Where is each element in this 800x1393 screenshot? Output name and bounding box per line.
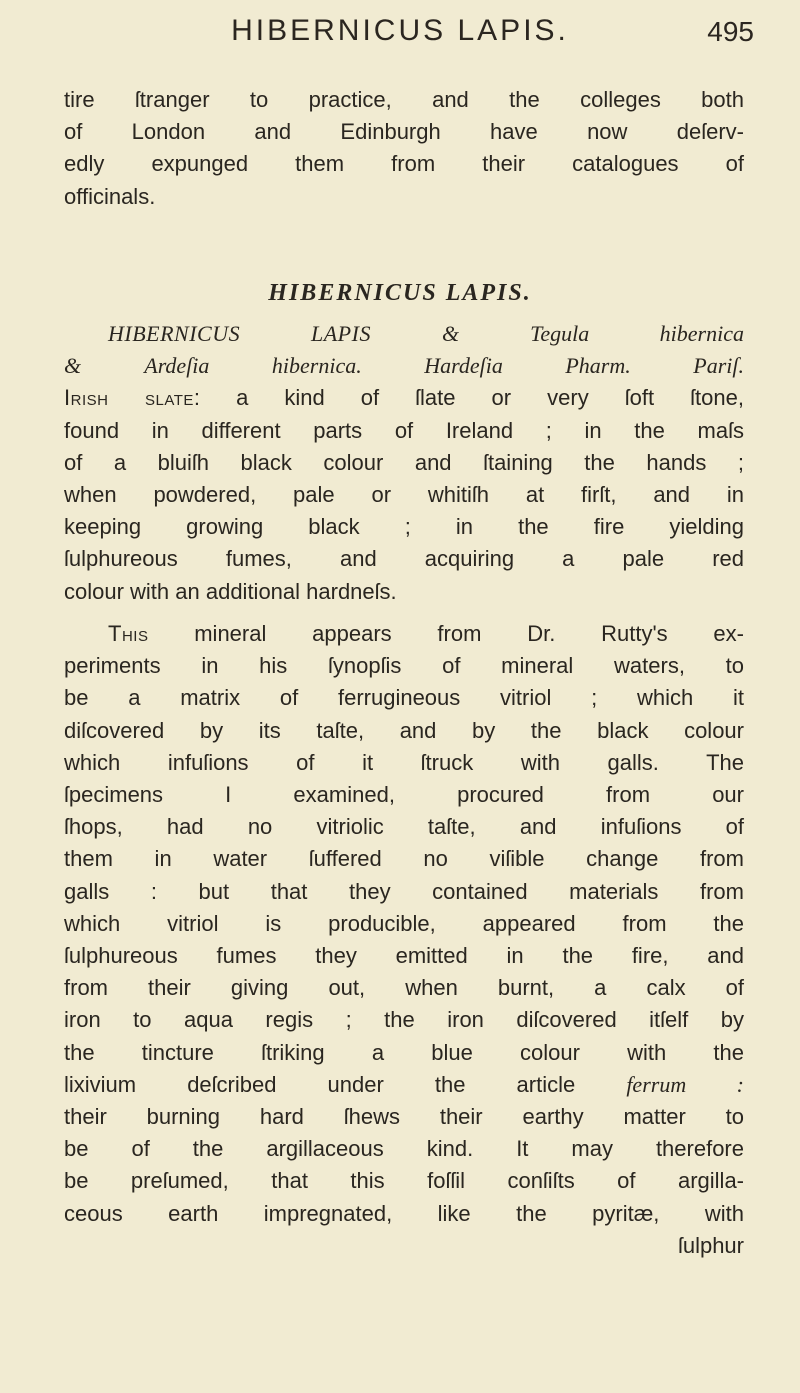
text-line: the tincture ſtriking a blue colour with the — [64, 1039, 744, 1065]
article-reference: ferrum : — [626, 1071, 744, 1097]
text-fragment: lixivium deſcribed under the article — [64, 1071, 576, 1097]
paragraph-first-line — [64, 618, 744, 650]
text-line: found in different parts of Ireland ; in the maſs — [64, 417, 744, 443]
entry-synonym-line — [64, 350, 744, 382]
text-line: from their giving out, when burnt, a calx of — [64, 975, 744, 1001]
text-line: them in water ſuffered no viſible change from — [64, 846, 744, 872]
ampersand: & — [64, 353, 82, 379]
first-word: This — [108, 621, 149, 646]
text-line: periments in his ſynopſis of mineral waters, to — [64, 653, 744, 679]
text-line: ſhops, had no vitriolic taſte, and infuſions of — [64, 814, 744, 840]
text-line: iron to aqua regis ; the iron diſcovered itſelf by — [64, 1007, 744, 1033]
entry-text — [64, 318, 744, 608]
entry-title: HIBERNICUS LAPIS — [108, 321, 371, 346]
text-fragment: : a kind of ſlate or very ſoft ſtone, — [193, 385, 744, 411]
text-line: their burning hard ſhews their earthy matter to — [64, 1104, 744, 1130]
text-line: which vitriol is producible, appeared from the — [64, 910, 744, 936]
text-line: of London and Edinburgh have now deſerv- — [64, 119, 744, 145]
catchword: ſulphur — [677, 1232, 744, 1258]
ampersand: & — [441, 321, 460, 346]
text-line: tire ſtranger to practice, and the colleges both — [64, 87, 744, 112]
text-line: be of the argillaceous kind. It may therefore — [64, 1136, 744, 1162]
body-paragraph — [64, 618, 744, 1262]
text-line: colour with an additional hardneſs. — [64, 578, 397, 604]
entry-synonym: Tegula hibernica — [530, 321, 744, 346]
running-head: HIBERNICUS LAPIS. — [231, 14, 569, 47]
text-line: ſulphureous fumes they emitted in the fire, and — [64, 943, 744, 969]
text-line: edly expunged them from their catalogues of — [64, 151, 744, 177]
entry-synonym: Ardeſia hibernica. Hardeſia Pharm. Pariſ. — [144, 353, 744, 379]
entry-definition-line — [64, 382, 744, 414]
text-line: diſcovered by its taſte, and by the black colour — [64, 717, 744, 743]
text-line: galls : but that they contained materials from — [64, 878, 744, 904]
text-line: of a bluiſh black colour and ſtaining the hands ; — [64, 449, 744, 475]
text-line: ſulphureous fumes, and acquiring a pale red — [64, 546, 744, 572]
text-line: be preſumed, that this foſſil conſiſts of argilla- — [64, 1168, 744, 1194]
text-line: ſpecimens I examined, procured from our — [64, 782, 744, 808]
entry-title-line — [64, 318, 744, 350]
text-line: which infuſions of it ſtruck with galls. The — [64, 749, 744, 775]
text-line: ceous earth impregnated, like the pyritæ, with — [64, 1200, 744, 1226]
english-name: Irish slate — [64, 385, 194, 411]
page-number: 495 — [707, 16, 754, 47]
text-line: be a matrix of ferrugineous vitriol ; which it — [64, 685, 744, 711]
text-line: keeping growing black ; in the fire yielding — [64, 514, 744, 540]
text-line: officinals. — [64, 183, 156, 209]
text-line: when powdered, pale or whitiſh at firſt, and in — [64, 482, 744, 508]
text-fragment: mineral appears from Dr. Rutty's ex- — [194, 621, 744, 646]
text-line-with-italic — [64, 1069, 744, 1101]
continuation-text — [64, 84, 744, 213]
section-heading: HIBERNICUS LAPIS. — [268, 280, 532, 306]
